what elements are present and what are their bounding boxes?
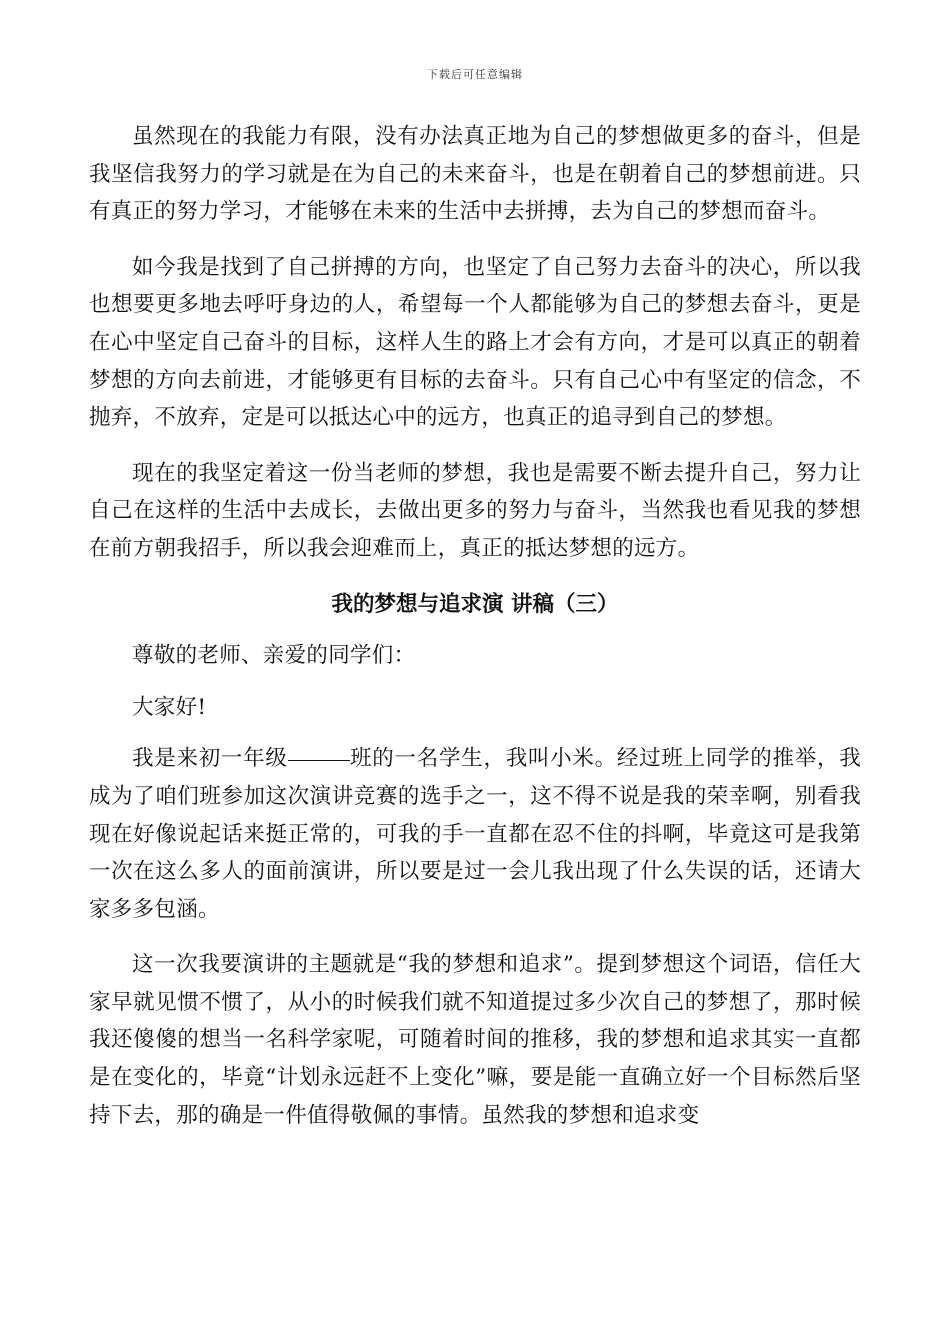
header-note: 下载后可任意编辑 xyxy=(427,68,523,81)
document-body xyxy=(89,118,861,1134)
section-title: 我的梦想与追求演 讲稿（三） xyxy=(331,591,619,617)
paragraph-5: 这一次我要演讲的主题就是“我的梦想和追求”。提到梦想这个词语，信任大家早就见惯不惯了，从小的时候我们就不知道提过多少次自己的梦想了，那时候我还傻傻的想当一名科学家呢，可随着时间的推移，我的梦想和追求其实一直都是在变化的，毕竟“计划永远赶不上变化”嘛，要是能一直确立好一个目标然后坚持下去，那的确是一件值得敬佩的事情。虽然我的梦想和追求变 xyxy=(89,952,861,1128)
paragraph-4-start: 我是来初一年级 xyxy=(132,746,288,772)
paragraph-4 xyxy=(89,740,861,928)
class-number-blank xyxy=(288,759,350,761)
paragraph-2: 如今我是找到了自己拼搏的方向，也坚定了自己努力去奋斗的决心，所以我也想要更多地去呼吁身边的人，希望每一个人都能够为自己的梦想去奋斗，更是在心中坚定自己奋斗的目标，这样人生的路上才会有方向，才是可以真正的朝着梦想的方向去前进，才能够更有目标的去奋斗。只有自己心中有坚定的信念，不抛弃，不放弃，定是可以抵达心中的远方，也真正的追寻到自己的梦想。 xyxy=(89,254,861,431)
hello-line: 大家好! xyxy=(132,694,207,720)
paragraph-4-rest: 班的一名学生，我叫小米。经过班上同学的推举，我成为了咱们班参加这次演讲竞赛的选手之一，这不得不说是我的荣幸啊，别看我现在好像说起话来挺正常的，可我的手一直都在忍不住的抖啊，毕竟这可是我第一次在这么多人的面前演讲，所以要是过一会儿我出现了什么失误的话，还请大家多多包涵。 xyxy=(89,746,861,922)
paragraph-3: 现在的我坚定着这一份当老师的梦想，我也是需要不断去提升自己，努力让自己在这样的生活中去成长，去做出更多的努力与奋斗，当然我也看见我的梦想在前方朝我招手，所以我会迎难而上，真正的抵达梦想的远方。 xyxy=(89,460,861,561)
greeting: 尊敬的老师、亲爱的同学们： xyxy=(132,643,416,669)
paragraph-1: 虽然现在的我能力有限，没有办法真正地为自己的梦想做更多的奋斗，但是我坚信我努力的学习就是在为自己的未来奋斗，也是在朝着自己的梦想前进。只有真正的努力学习，才能够在未来的生活中去拼搏，去为自己的梦想而奋斗。 xyxy=(89,124,861,225)
